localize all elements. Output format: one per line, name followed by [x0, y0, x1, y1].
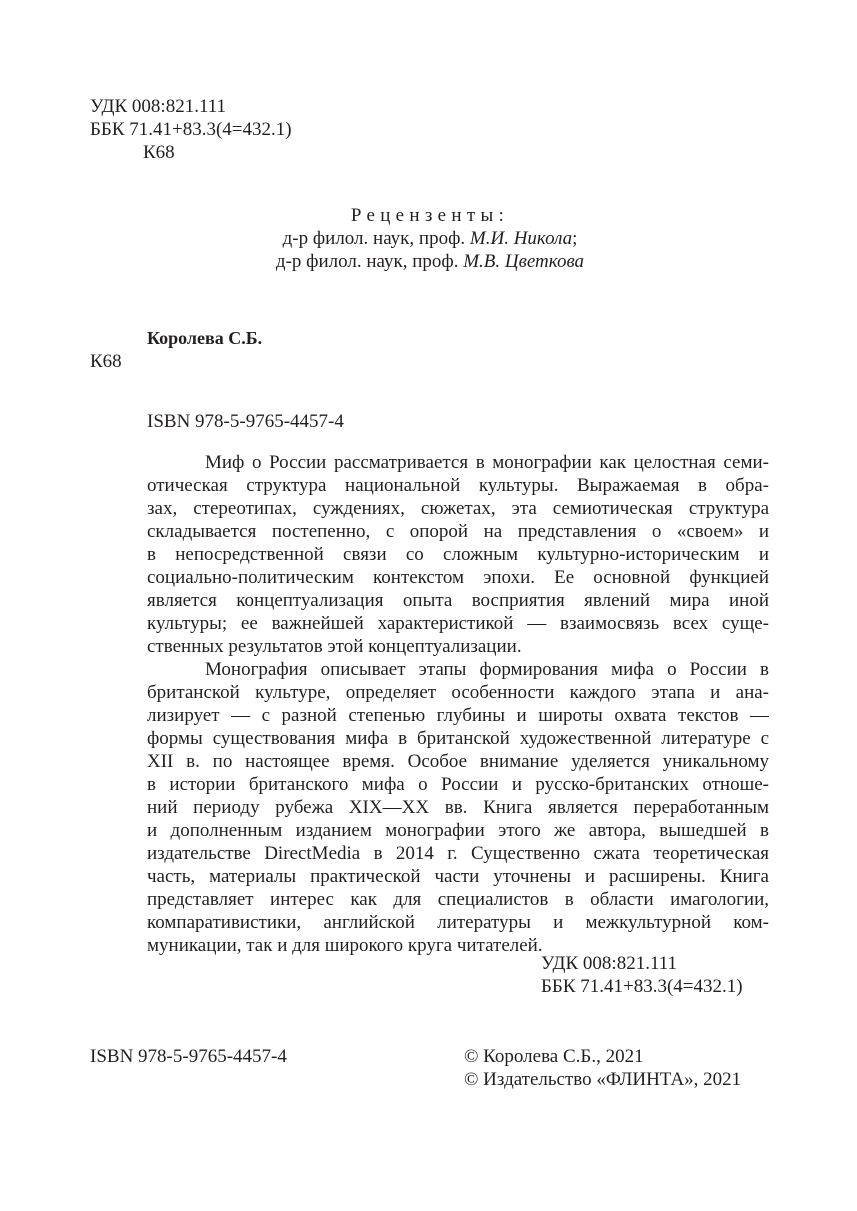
text-line: и дополненным изданием монографии этого же автора, вышедшей в	[147, 820, 769, 841]
reviewer-1-name: М.И. Никола	[469, 228, 573, 249]
author-name: Королева С.Б.	[147, 328, 263, 348]
copyright-author: © Королева С.Б., 2021	[464, 1046, 644, 1067]
text-line: Миф о России рассматривается в монографии как целостная семи-	[205, 452, 769, 473]
reviewer-line-1	[240, 227, 620, 250]
reviewer-1-suffix: ;	[572, 228, 578, 249]
bbk-code: ББК 71.41+83.3(4=432.1)	[90, 119, 292, 140]
text-line: ний периоду рубежа XIX—XX вв. Книга является переработанным	[147, 797, 769, 818]
text-line: британской культуре, определяет особенности каждого этапа и ана-	[147, 682, 769, 703]
text-line: муникации, так и для широкого круга читателей.	[147, 935, 543, 956]
abstract-paragraph-1	[147, 451, 769, 658]
text-line: лизирует — с разной степенью глубины и широты охвата текстов —	[147, 705, 769, 726]
copyright-publisher: © Издательство «ФЛИНТА», 2021	[464, 1069, 742, 1090]
text-line: культуры; ее важнейшей характеристикой — взаимосвязь всех суще-	[147, 613, 769, 634]
reviewer-2-degree: д-р филол. наук, проф.	[275, 251, 464, 272]
udk-code: УДК 008:821.111	[90, 96, 227, 117]
reviewer-1-degree: д-р филол. наук, проф.	[282, 228, 470, 249]
text-line: ственных результатов этой концептуализации.	[147, 636, 522, 657]
reviewers-heading: Рецензенты:	[350, 205, 510, 226]
reviewers-block	[240, 204, 620, 273]
author-cutter-mark: К68	[90, 351, 122, 372]
text-line: часть, материалы практической части уточнены и расширены. Книга	[147, 866, 769, 887]
text-line: в истории британского мифа о России и русско-британских отноше-	[147, 774, 769, 795]
footer-isbn: ISBN 978-5-9765-4457-4	[90, 1046, 287, 1067]
top-classification-block	[90, 95, 292, 164]
text-line: компаративистики, английской литературы и межкультурной ком-	[147, 912, 769, 933]
bbk-code: ББК 71.41+83.3(4=432.1)	[541, 976, 743, 997]
udk-code: УДК 008:821.111	[541, 953, 678, 974]
abstract-paragraph-2	[147, 658, 769, 957]
text-line: отическая структура национальной культуры. Выражаемая в обра-	[147, 475, 769, 496]
bottom-classification-block	[541, 952, 743, 998]
text-line: Монография описывает этапы формирования мифа о России в	[205, 659, 769, 680]
text-line: зах, стереотипах, суждениях, сюжетах, эта семиотическая структура	[147, 498, 769, 519]
text-line: XII в. по настоящее время. Особое внимание уделяется уникальному	[147, 751, 769, 772]
cutter-mark: К68	[143, 142, 175, 163]
reviewer-2-name: М.В. Цветкова	[463, 251, 585, 272]
text-line: издательстве DirectMedia в 2014 г. Существенно сжата теоретическая	[147, 843, 769, 864]
reviewer-line-2	[240, 250, 620, 273]
text-line: является концептуализация опыта восприятия явлений мира иной	[147, 590, 769, 611]
abstract	[147, 451, 769, 957]
text-line: формы существования мифа в британской художественной литературе с	[147, 728, 769, 749]
copyright-block	[464, 1045, 741, 1091]
text-line: представляет интерес как для специалистов в области имагологии,	[147, 889, 769, 910]
isbn: ISBN 978-5-9765-4457-4	[147, 411, 344, 432]
text-line: складывается постепенно, с опорой на представления о «своем» и	[147, 521, 769, 542]
text-line: социально-политическим контекстом эпохи. Ее основной функцией	[147, 567, 769, 588]
text-line: в непосредственной связи со сложным культурно-историческим и	[147, 544, 769, 565]
